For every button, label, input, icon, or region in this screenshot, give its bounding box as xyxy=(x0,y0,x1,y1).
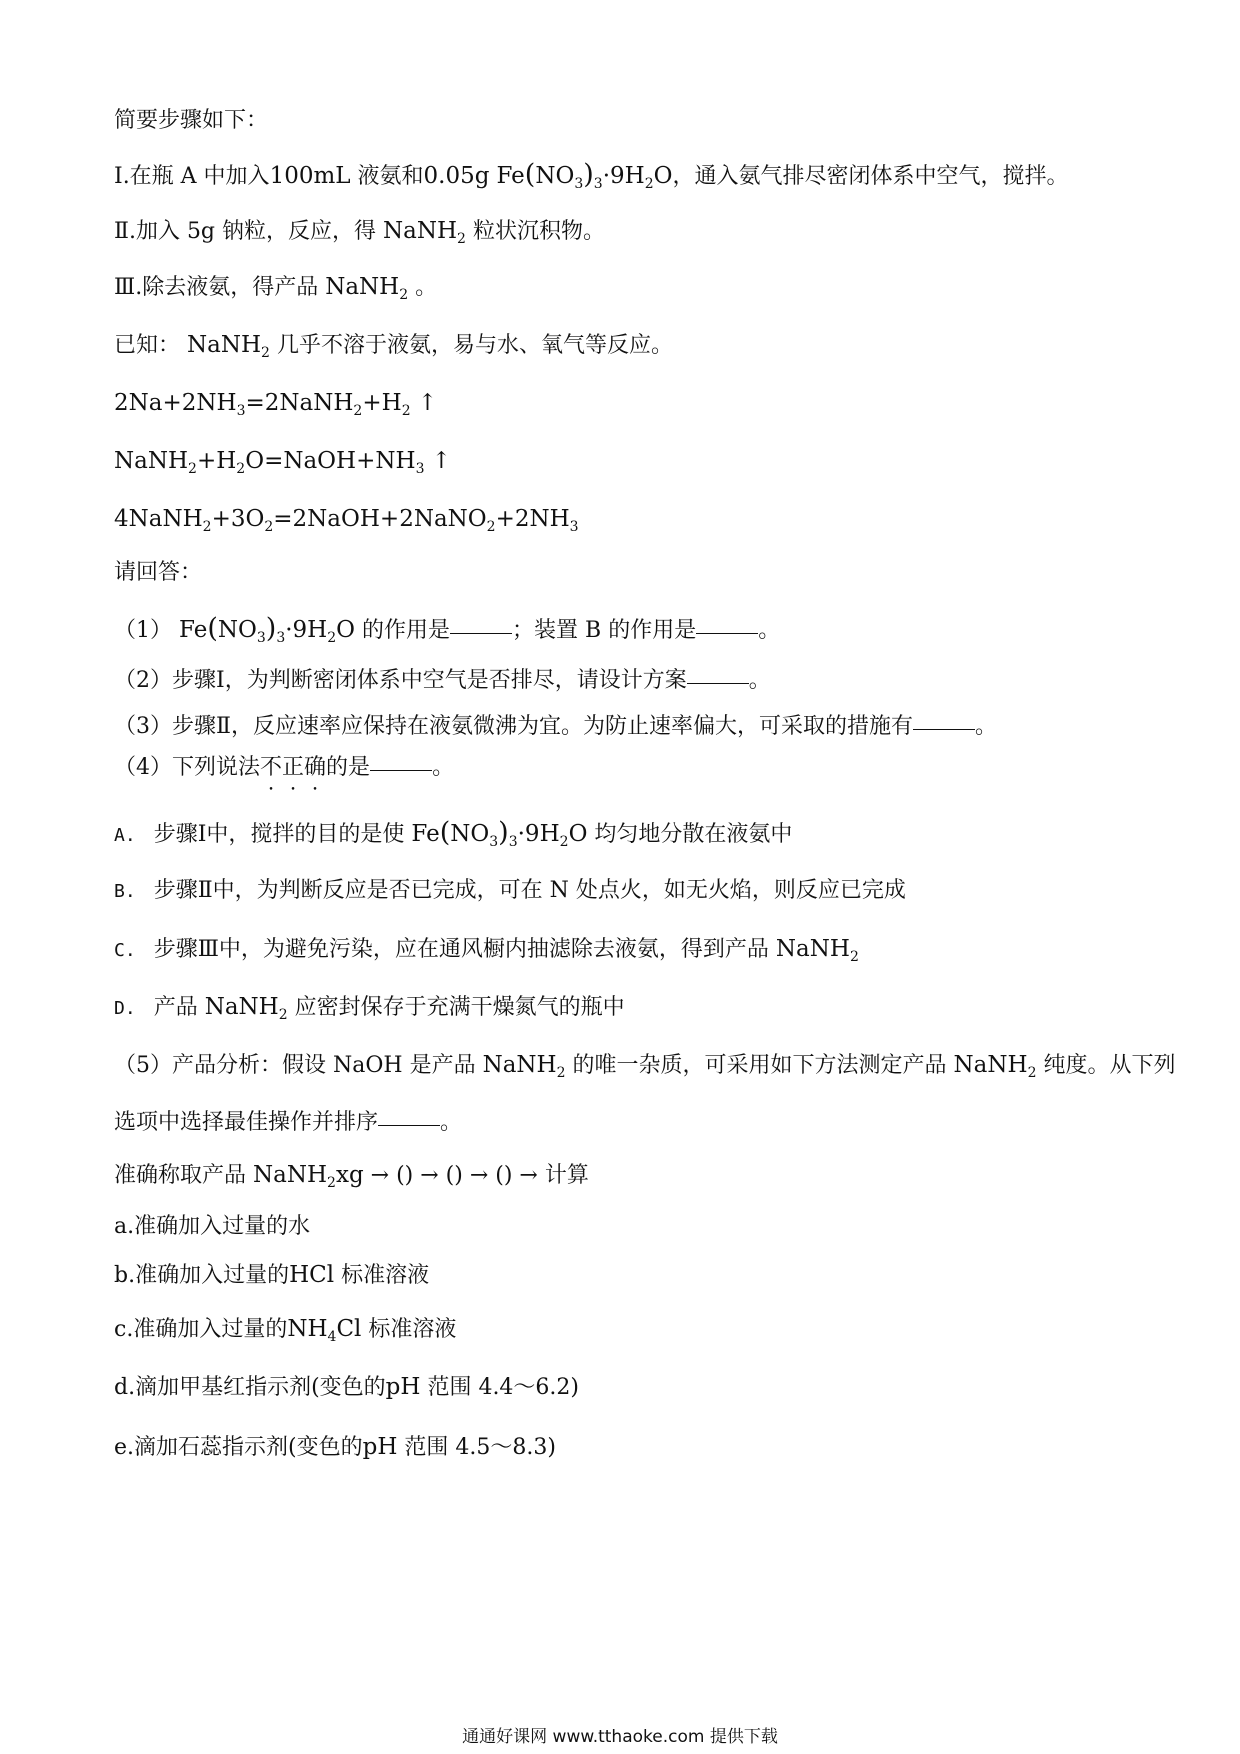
equation-2: $NaNH_2+H_2O=NaOH+NH_3$ ↑ xyxy=(114,448,452,477)
question-1: （1） $Fe(NO_3)_3\cdot 9H_2O$ 的作用是 ；装置 B 的作用是 。 xyxy=(114,613,781,646)
answer-blank[interactable] xyxy=(450,632,512,634)
option-b: B. 步骤Ⅱ中，为判断反应是否已完成，可在 N 处点火，如无火焰，则反应已完成 xyxy=(114,878,906,903)
question-4: （4）下列说法不正确的是 。 xyxy=(114,755,455,780)
option-d: D. 产品 NaNH$_2$ 应密封保存于充满干燥氮气的瓶中 xyxy=(114,994,625,1023)
answer-blank[interactable] xyxy=(687,682,749,684)
answer-blank[interactable] xyxy=(378,1124,440,1126)
choice-a: a.准确加入过量的水 xyxy=(114,1214,311,1239)
choice-e: e.滴加石蕊指示剂(变色的pH 范围 4.5～8.3) xyxy=(114,1434,556,1460)
question-5-line-1: （5）产品分析：假设 NaOH 是产品 NaNH$_2$ 的唯一杂质，可采用如下方法测定产品 NaNH$_2$ 纯度。从下列 xyxy=(114,1052,1176,1081)
step-3: Ⅲ.除去液氨，得产品 NaNH$_2$ 。 xyxy=(114,274,438,303)
question-3: （3）步骤Ⅱ，反应速率应保持在液氨微沸为宜。为防止速率偏大，可采取的措施有 。 xyxy=(114,714,997,739)
gas-up-arrow-icon: ↑ xyxy=(431,448,452,474)
page-footer: 通通好课网 www.tthaoke.com 提供下载 xyxy=(462,1727,778,1747)
option-a: A. 步骤Ⅰ中，搅拌的目的是使 $Fe(NO_3)_3\cdot 9H_2O$ 均匀地分散在液氨中 xyxy=(114,817,793,850)
answer-blank[interactable] xyxy=(913,728,975,730)
answer-blank[interactable] xyxy=(370,769,432,771)
procedure-flow: 准确称取产品 NaNH$_2$xg → () → () → () → 计算 xyxy=(114,1162,589,1191)
question-5-line-2: 选项中选择最佳操作并排序 。 xyxy=(114,1110,463,1135)
answer-blank[interactable] xyxy=(696,632,758,634)
gas-up-arrow-icon: ↑ xyxy=(417,390,438,416)
option-c: C. 步骤Ⅲ中，为避免污染，应在通风橱内抽滤除去液氨，得到产品 NaNH$_2$ xyxy=(114,936,859,965)
intro-text: 简要步骤如下： xyxy=(114,108,269,133)
choice-b: b.准确加入过量的HCl 标准溶液 xyxy=(114,1262,430,1288)
please-answer: 请回答： xyxy=(114,560,203,585)
choice-d: d.滴加甲基红指示剂(变色的pH 范围 4.4～6.2) xyxy=(114,1374,580,1400)
equation-3: $4NaNH_2+3O_2=2NaOH+2NaNO_2+2NH_3$ xyxy=(114,506,579,535)
ferric-nitrate-formula: $Fe(NO_3)_3\cdot 9H_2O$ xyxy=(496,159,673,192)
step-1: Ⅰ.在瓶 A 中加入100mL 液氨和0.05g $Fe(NO_3)_3\cdot 9H_2O$，通入氨气排尽密闭体系中空气，搅拌。 xyxy=(114,159,1069,192)
step-2: Ⅱ.加入 5g 钠粒，反应，得 NaNH$_2$ 粒状沉积物。 xyxy=(114,218,605,247)
known-statement: 已知： NaNH$_2$ 几乎不溶于液氨，易与水、氧气等反应。 xyxy=(114,332,673,361)
question-2: （2）步骤Ⅰ，为判断密闭体系中空气是否排尽，请设计方案 。 xyxy=(114,668,771,693)
equation-1: $2Na+2NH_3=2NaNH_2+H_2$ ↑ xyxy=(114,390,438,419)
choice-c: c.准确加入过量的$NH_4Cl$ 标准溶液 xyxy=(114,1316,457,1345)
